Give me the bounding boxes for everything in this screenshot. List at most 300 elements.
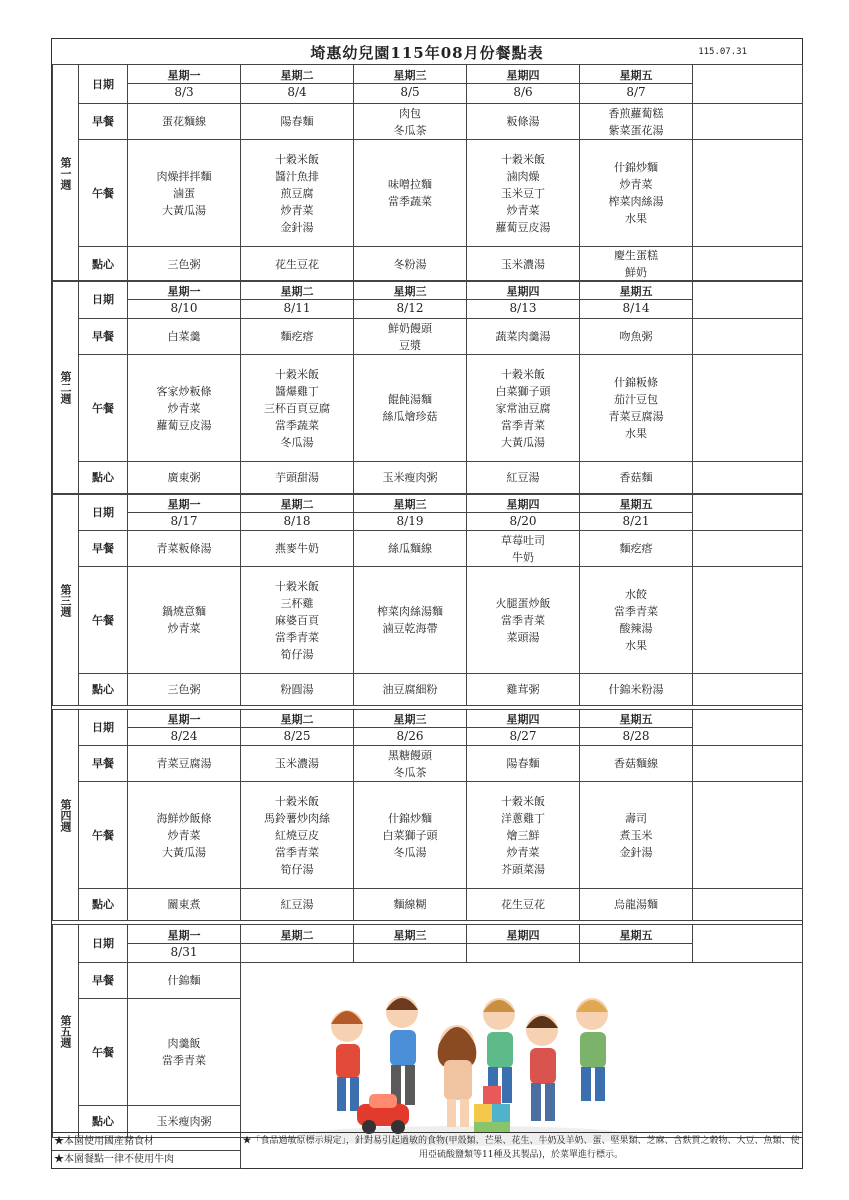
breakfast-cell	[128, 746, 241, 782]
weekday-name: 星期二	[241, 284, 353, 300]
blank-cell	[693, 247, 803, 282]
breakfast-cell	[354, 531, 467, 567]
lunch-cell	[467, 355, 580, 462]
row-label-lunch: 午餐	[79, 782, 128, 889]
snack-cell	[128, 462, 241, 494]
lunch-item: 冬瓜湯	[280, 435, 314, 449]
week-label: 第一週	[53, 65, 79, 282]
lunch-item: 白菜獅子頭	[495, 384, 551, 398]
day-date: 8/7	[626, 85, 646, 99]
snack-cell	[467, 889, 580, 921]
lunch-item: 十穀米飯	[275, 367, 319, 381]
breakfast-cell	[354, 319, 467, 355]
weekday-name: 星期一	[128, 497, 240, 513]
row-label-snack: 點心	[79, 674, 128, 706]
weekday-name: 星期一	[128, 284, 240, 300]
day-date: 8/5	[400, 85, 420, 99]
lunch-item: 青菜豆腐湯	[608, 410, 664, 423]
breakfast-item: 青菜粄條湯	[156, 542, 212, 555]
snack-item: 關東煮	[167, 898, 201, 911]
breakfast-item: 鮮奶饅頭	[388, 321, 432, 335]
snack-item: 花生豆花	[501, 898, 545, 911]
day-header	[128, 710, 241, 746]
lunch-item: 十穀米飯	[275, 794, 319, 808]
breakfast-item: 粄條湯	[506, 115, 540, 128]
day-date: 8/25	[283, 728, 311, 743]
breakfast-item: 白菜羹	[167, 330, 201, 343]
lunch-item: 什錦炒麵	[614, 161, 658, 174]
breakfast-cell	[241, 319, 354, 355]
lunch-item: 滷肉燥	[506, 169, 540, 183]
day-header	[128, 495, 241, 531]
weekday-name: 星期五	[580, 928, 692, 944]
lunch-item: 十穀米飯	[501, 152, 545, 166]
lunch-item: 大黃瓜湯	[162, 203, 206, 217]
day-header	[354, 495, 467, 531]
weekday-name: 星期二	[241, 712, 353, 728]
footer	[52, 1132, 802, 1169]
note-local-pork: ★本園使用國產豬食材	[52, 1133, 240, 1151]
title-bar	[52, 39, 802, 65]
breakfast-item: 青菜豆腐湯	[156, 757, 212, 770]
snack-item: 油豆腐細粉	[382, 683, 438, 696]
lunch-item: 海鮮炒飯條	[156, 811, 212, 825]
breakfast-cell	[354, 104, 467, 140]
breakfast-item: 香菇麵線	[614, 757, 658, 770]
lunch-cell	[241, 355, 354, 462]
breakfast-item: 陽春麵	[506, 757, 540, 770]
lunch-item: 滷豆乾海帶	[382, 622, 438, 635]
blank-cell	[693, 889, 803, 921]
weekday-name: 星期三	[354, 928, 466, 944]
day-date: 8/27	[509, 728, 537, 743]
lunch-item: 當季青菜	[275, 845, 319, 859]
lunch-item: 炒青菜	[506, 845, 540, 859]
week-label: 第二週	[53, 281, 79, 494]
day-date: 8/10	[170, 300, 198, 315]
blank-cell	[693, 925, 803, 963]
day-header	[241, 495, 354, 531]
snack-cell	[241, 674, 354, 706]
lunch-item: 煮玉米	[619, 828, 653, 842]
breakfast-item: 牛奶	[512, 550, 534, 564]
lunch-item: 當季青菜	[614, 605, 658, 618]
row-label-snack: 點心	[79, 247, 128, 282]
snack-item: 芋頭甜湯	[275, 471, 319, 484]
day-header	[354, 925, 467, 963]
row-label-breakfast: 早餐	[79, 531, 128, 567]
breakfast-cell	[241, 746, 354, 782]
breakfast-cell	[467, 104, 580, 140]
day-header	[467, 710, 580, 746]
weekday-name: 星期五	[580, 68, 692, 84]
day-date	[467, 944, 579, 960]
day-date: 8/13	[509, 300, 537, 315]
lunch-cell	[467, 782, 580, 889]
lunch-item: 炒青菜	[167, 401, 201, 415]
snack-item: 玉米濃湯	[501, 257, 545, 271]
lunch-item: 紅燒豆皮	[275, 828, 319, 842]
lunch-item: 絲瓜燴珍菇	[382, 410, 438, 423]
allergen-notice: ★「食品過敏原標示規定」，針對易引起過敏的食物(甲殼類、芒果、花生、牛奶及羊奶、蛋、堅果類、芝麻、含麩質之穀物、大豆、魚類、使用亞硫酸鹽類等11種及其製品)，於菜單進行標示。	[242, 1136, 800, 1160]
children-playing-illustration	[242, 964, 687, 1154]
page-title: 埼惠幼兒園115年08月份餐點表	[310, 44, 544, 62]
weekday-name: 星期五	[580, 497, 692, 513]
blank-cell	[693, 462, 803, 494]
blank-cell	[693, 140, 803, 247]
lunch-cell	[467, 140, 580, 247]
day-date: 8/11	[283, 300, 311, 315]
child-figure	[526, 1014, 558, 1121]
day-date: 8/3	[174, 85, 194, 99]
breakfast-item: 吻魚粥	[619, 330, 653, 343]
footer-notes	[52, 1133, 241, 1169]
breakfast-cell	[128, 531, 241, 567]
child-figure	[438, 1025, 477, 1127]
day-header	[580, 281, 693, 319]
day-header	[467, 925, 580, 963]
lunch-item: 酸辣湯	[619, 622, 653, 635]
lunch-item: 客家炒粄條	[156, 384, 212, 398]
blank-cell	[693, 495, 803, 531]
day-date: 8/24	[170, 728, 198, 743]
breakfast-item: 香煎蘿蔔糕	[608, 106, 664, 120]
day-header	[128, 65, 241, 104]
weekday-name: 星期四	[467, 928, 579, 944]
blank-cell	[693, 710, 803, 746]
lunch-item: 麻婆百頁	[275, 613, 319, 627]
day-header	[241, 710, 354, 746]
snack-item: 紅豆湯	[280, 898, 314, 911]
lunch-item: 當季青菜	[501, 613, 545, 627]
lunch-item: 榨菜肉絲湯	[608, 195, 664, 208]
lunch-cell	[241, 140, 354, 247]
child-figure	[386, 996, 418, 1105]
blank-cell	[693, 782, 803, 889]
lunch-item: 水果	[625, 212, 647, 225]
lunch-item: 筍仔湯	[280, 862, 314, 876]
blank-cell	[693, 355, 803, 462]
lunch-item: 水果	[625, 427, 647, 440]
lunch-item: 鍋燒意麵	[162, 605, 206, 618]
week-table	[52, 494, 803, 706]
snack-item: 玉米瘦肉粥	[156, 1115, 212, 1128]
day-header	[128, 281, 241, 319]
day-header	[241, 65, 354, 104]
snack-cell	[467, 462, 580, 494]
day-header	[354, 710, 467, 746]
week-label: 第四週	[53, 710, 79, 921]
weekday-name: 星期四	[467, 68, 579, 84]
row-label-breakfast: 早餐	[79, 746, 128, 782]
snack-item: 三色粥	[167, 257, 201, 271]
day-date: 8/31	[170, 944, 198, 959]
weekday-name: 星期三	[354, 712, 466, 728]
snack-cell	[354, 674, 467, 706]
lunch-item: 當季青菜	[162, 1054, 206, 1067]
row-label-date: 日期	[79, 495, 128, 531]
lunch-item: 金針湯	[280, 220, 314, 234]
lunch-item: 火腿蛋炒飯	[495, 596, 551, 610]
day-date: 8/26	[396, 728, 424, 743]
lunch-cell	[354, 355, 467, 462]
lunch-item: 十穀米飯	[275, 152, 319, 166]
weekday-name: 星期二	[241, 68, 353, 84]
lunch-item: 肉羹飯	[167, 1037, 201, 1050]
lunch-item: 三杯雞	[280, 596, 314, 610]
lunch-item: 滷蛋	[173, 186, 195, 200]
day-header	[580, 710, 693, 746]
lunch-cell	[580, 355, 693, 462]
lunch-item: 芥頭菜湯	[501, 862, 545, 876]
blank-cell	[693, 531, 803, 567]
lunch-item: 大黃瓜湯	[162, 845, 206, 859]
breakfast-cell	[467, 746, 580, 782]
breakfast-cell	[580, 319, 693, 355]
lunch-item: 肉燥拌拌麵	[156, 169, 212, 183]
snack-cell	[241, 889, 354, 921]
row-label-breakfast: 早餐	[79, 319, 128, 355]
day-header	[354, 281, 467, 319]
lunch-cell	[580, 782, 693, 889]
lunch-item: 金針湯	[619, 845, 653, 859]
day-date: 8/6	[513, 85, 533, 99]
blank-cell	[693, 65, 803, 104]
breakfast-item: 麵疙瘩	[619, 542, 653, 555]
lunch-item: 當季青菜	[501, 418, 545, 432]
breakfast-item: 肉包	[399, 106, 421, 120]
day-header	[580, 65, 693, 104]
lunch-item: 炒青菜	[280, 203, 314, 217]
day-header	[580, 495, 693, 531]
lunch-item: 味噌拉麵	[388, 178, 432, 191]
lunch-item: 什錦炒麵	[388, 811, 432, 825]
lunch-cell	[128, 140, 241, 247]
day-date: 8/4	[287, 85, 307, 99]
lunch-item: 水餃	[625, 588, 647, 601]
lunch-item: 蘿蔔豆皮湯	[156, 418, 212, 432]
snack-item: 麵線糊	[393, 898, 427, 911]
weekday-name: 星期三	[354, 284, 466, 300]
lunch-item: 家常油豆腐	[495, 401, 551, 415]
lunch-item: 十穀米飯	[501, 794, 545, 808]
lunch-item: 筍仔湯	[280, 647, 314, 661]
snack-cell	[354, 462, 467, 494]
snack-item: 粉圓湯	[280, 683, 314, 696]
blank-cell	[693, 567, 803, 674]
issue-date: 115.07.31	[698, 47, 747, 57]
weekday-name: 星期二	[241, 497, 353, 513]
row-label-breakfast: 早餐	[79, 104, 128, 140]
weekday-name: 星期四	[467, 712, 579, 728]
note-no-beef: ★本園餐點一律不使用牛肉	[54, 1154, 174, 1165]
weekday-name: 星期二	[241, 928, 353, 944]
week-label: 第三週	[53, 495, 79, 706]
lunch-cell	[354, 567, 467, 674]
day-date: 8/19	[396, 513, 424, 528]
lunch-cell	[354, 140, 467, 247]
lunch-item: 炒青菜	[619, 178, 653, 191]
lunch-item: 菜頭湯	[506, 630, 540, 644]
day-header	[354, 65, 467, 104]
day-date: 8/18	[283, 513, 311, 528]
lunch-cell	[128, 567, 241, 674]
breakfast-cell	[580, 104, 693, 140]
child-figure	[331, 1010, 363, 1111]
lunch-cell	[354, 782, 467, 889]
lunch-item: 當季青菜	[275, 630, 319, 644]
snack-item: 雞茸粥	[506, 683, 540, 696]
row-label-lunch: 午餐	[79, 999, 128, 1106]
weekday-name: 星期三	[354, 497, 466, 513]
snack-cell	[580, 247, 693, 282]
weekday-name: 星期三	[354, 68, 466, 84]
row-label-date: 日期	[79, 925, 128, 963]
day-header	[580, 925, 693, 963]
blank-cell	[693, 319, 803, 355]
lunch-cell	[128, 999, 241, 1106]
snack-cell	[580, 462, 693, 494]
row-label-breakfast: 早餐	[79, 963, 128, 999]
breakfast-item: 草莓吐司	[501, 533, 545, 547]
breakfast-item: 冬瓜茶	[393, 123, 427, 137]
lunch-item: 十穀米飯	[275, 579, 319, 593]
lunch-cell	[580, 567, 693, 674]
row-label-snack: 點心	[79, 1106, 128, 1138]
breakfast-cell	[580, 746, 693, 782]
day-header	[241, 281, 354, 319]
row-label-snack: 點心	[79, 462, 128, 494]
breakfast-item: 冬瓜茶	[393, 765, 427, 779]
breakfast-item: 蛋花麵線	[162, 115, 206, 128]
blank-cell	[693, 281, 803, 319]
lunch-item: 玉米豆丁	[501, 186, 545, 200]
day-header	[467, 495, 580, 531]
row-label-lunch: 午餐	[79, 140, 128, 247]
snack-item: 烏龍湯麵	[614, 898, 658, 911]
day-date: 8/12	[396, 300, 424, 315]
lunch-item: 馬鈴薯炒肉絲	[264, 811, 330, 825]
breakfast-cell	[580, 531, 693, 567]
snack-item: 三色粥	[167, 683, 201, 696]
week-label: 第五週	[53, 925, 79, 1138]
snack-cell	[128, 247, 241, 282]
week-table	[52, 709, 803, 921]
lunch-item: 大黃瓜湯	[501, 435, 545, 449]
week-table	[52, 64, 803, 282]
snack-item: 廣東粥	[167, 471, 201, 484]
breakfast-cell	[467, 319, 580, 355]
lunch-item: 白菜獅子頭	[382, 828, 438, 842]
day-date: 8/17	[170, 513, 198, 528]
row-label-lunch: 午餐	[79, 567, 128, 674]
lunch-item: 水果	[625, 639, 647, 652]
breakfast-cell	[241, 531, 354, 567]
weekday-name: 星期一	[128, 928, 240, 944]
lunch-item: 炒青菜	[167, 622, 201, 635]
lunch-item: 十穀米飯	[501, 367, 545, 381]
snack-cell	[241, 462, 354, 494]
day-header	[467, 65, 580, 104]
lunch-item: 醬爆雞丁	[275, 384, 319, 398]
day-header	[241, 925, 354, 963]
breakfast-item: 蔬菜肉羹湯	[495, 330, 551, 343]
snack-cell	[354, 247, 467, 282]
snack-cell	[128, 889, 241, 921]
breakfast-item: 紫菜蛋花湯	[608, 123, 664, 137]
breakfast-item: 麵疙瘩	[280, 330, 314, 343]
snack-cell	[580, 674, 693, 706]
snack-item: 慶生蛋糕	[614, 249, 658, 262]
breakfast-cell	[128, 104, 241, 140]
row-label-date: 日期	[79, 281, 128, 319]
snack-cell	[354, 889, 467, 921]
lunch-item: 醬汁魚排	[275, 169, 319, 183]
lunch-cell	[128, 355, 241, 462]
snack-item: 玉米瘦肉粥	[382, 471, 438, 484]
day-date: 8/21	[622, 513, 650, 528]
lunch-item: 當季蔬菜	[275, 418, 319, 432]
breakfast-item: 燕麥牛奶	[275, 542, 319, 555]
lunch-item: 三杯百頁豆腐	[264, 401, 330, 415]
lunch-item: 煎豆腐	[280, 186, 314, 200]
weekday-name: 星期五	[580, 712, 692, 728]
row-label-date: 日期	[79, 65, 128, 104]
row-label-date: 日期	[79, 710, 128, 746]
breakfast-cell	[467, 531, 580, 567]
blank-cell	[693, 674, 803, 706]
day-date	[580, 944, 692, 960]
lunch-item: 炒青菜	[506, 203, 540, 217]
weekday-name: 星期一	[128, 68, 240, 84]
lunch-item: 當季蔬菜	[388, 195, 432, 208]
weekday-name: 星期五	[580, 284, 692, 300]
lunch-item: 燴三鮮	[506, 828, 540, 842]
snack-cell	[128, 674, 241, 706]
day-header	[467, 281, 580, 319]
breakfast-item: 什錦麵	[167, 974, 201, 987]
breakfast-cell	[128, 319, 241, 355]
lunch-cell	[467, 567, 580, 674]
lunch-item: 榨菜肉絲湯麵	[377, 605, 443, 618]
breakfast-item: 陽春麵	[280, 115, 314, 128]
weekday-name: 星期四	[467, 497, 579, 513]
day-header	[128, 925, 241, 963]
breakfast-item: 黑糖饅頭	[388, 748, 432, 762]
day-date	[354, 944, 466, 960]
day-date: 8/20	[509, 513, 537, 528]
blank-cell	[693, 104, 803, 140]
lunch-item: 茄汁豆包	[614, 393, 658, 406]
snack-item: 花生豆花	[275, 257, 319, 271]
weekday-name: 星期一	[128, 712, 240, 728]
snack-cell	[467, 247, 580, 282]
breakfast-item: 豆漿	[399, 338, 421, 352]
breakfast-cell	[354, 746, 467, 782]
lunch-item: 炒青菜	[167, 828, 201, 842]
lunch-cell	[241, 782, 354, 889]
row-label-lunch: 午餐	[79, 355, 128, 462]
lunch-cell	[580, 140, 693, 247]
lunch-cell	[128, 782, 241, 889]
lunch-item: 蘿蔔豆皮湯	[495, 220, 551, 234]
lunch-item: 壽司	[625, 811, 647, 825]
snack-item: 紅豆湯	[506, 471, 540, 484]
day-date	[241, 944, 353, 960]
snack-cell	[241, 247, 354, 282]
menu-sheet	[51, 38, 803, 1169]
lunch-item: 冬瓜湯	[393, 845, 427, 859]
